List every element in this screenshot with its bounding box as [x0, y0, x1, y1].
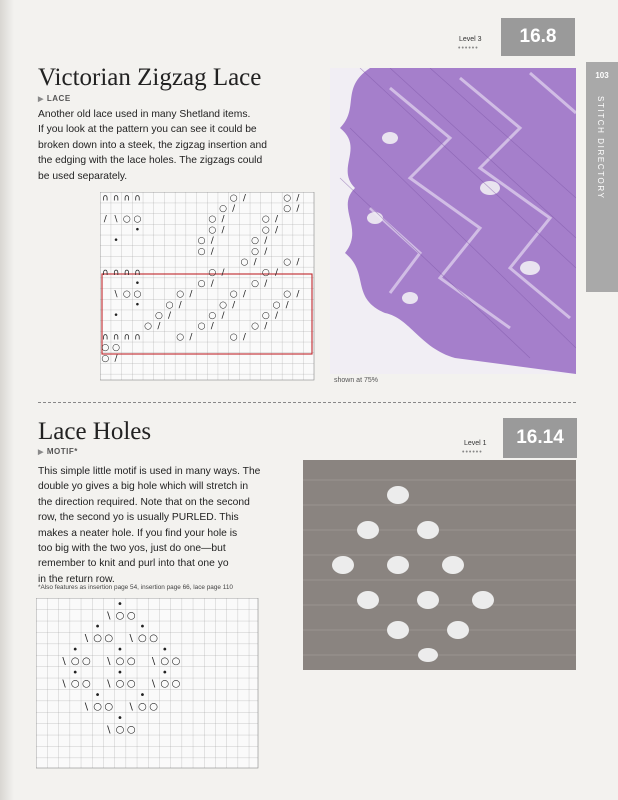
decrease-symbol: /: [232, 204, 236, 214]
description-line: This simple little motif is used in many ways. The: [38, 466, 261, 477]
purl-dot-symbol: •: [117, 598, 123, 610]
decrease-symbol: /: [242, 193, 246, 204]
description-line: too big with the two yos, just do one—but: [38, 543, 226, 555]
purl-dot-symbol: •: [139, 690, 146, 702]
description-line: be used separately.: [38, 170, 128, 182]
stitch-title: Victorian Zigzag Lace: [38, 64, 262, 91]
decrease-symbol: \: [107, 655, 111, 667]
decrease-symbol: /: [296, 204, 300, 214]
yarn-over-symbol: ○: [165, 300, 174, 311]
yarn-over-symbol: ○: [251, 246, 260, 257]
decrease-symbol: \: [129, 701, 133, 713]
yarn-over-symbol: ○: [176, 289, 185, 300]
decrease-symbol: /: [221, 225, 225, 236]
yarn-over-symbol: ○: [149, 701, 158, 713]
bind-symbol: ∩: [123, 268, 131, 279]
yarn-over-symbol: ○: [176, 332, 185, 343]
decrease-symbol: /: [242, 332, 246, 343]
description-line: in the return row.: [38, 573, 115, 585]
yarn-over-symbol: ○: [171, 655, 181, 667]
level-dots: ••••••: [458, 45, 479, 52]
purl-dot-symbol: •: [72, 667, 79, 679]
decrease-symbol: /: [274, 268, 279, 279]
decrease-symbol: \: [129, 633, 133, 645]
yarn-over-symbol: ○: [70, 655, 80, 667]
bind-symbol: ∩: [102, 193, 109, 204]
knitting-chart-lace-holes: [36, 598, 260, 770]
yarn-over-symbol: ○: [251, 278, 260, 289]
yarn-over-symbol: ○: [115, 655, 125, 667]
yarn-over-symbol: ○: [82, 655, 91, 667]
yarn-over-symbol: ○: [126, 610, 136, 622]
bind-symbol: ∩: [112, 193, 120, 204]
yarn-over-symbol: ○: [70, 678, 80, 690]
decrease-symbol: /: [296, 193, 300, 204]
decrease-symbol: /: [242, 289, 246, 300]
yarn-over-symbol: ○: [101, 343, 110, 354]
yarn-over-symbol: ○: [112, 343, 120, 354]
decrease-symbol: /: [103, 214, 107, 225]
triangle-icon: ▶: [38, 449, 44, 456]
stitch-description: [38, 107, 267, 184]
purl-dot-symbol: •: [134, 300, 141, 311]
yarn-over-symbol: ○: [104, 701, 114, 713]
decrease-symbol: \: [114, 289, 118, 300]
decrease-symbol: /: [157, 321, 161, 332]
purl-dot-symbol: •: [134, 278, 141, 289]
decrease-symbol: /: [221, 268, 225, 279]
yarn-over-symbol: ○: [104, 633, 114, 645]
yarn-over-symbol: ○: [144, 321, 153, 332]
yarn-over-symbol: ○: [240, 257, 249, 268]
yarn-over-symbol: ○: [115, 724, 125, 736]
swatch-photo-victorian: [330, 68, 576, 374]
yarn-over-symbol: ○: [133, 289, 142, 300]
bind-symbol: ∩: [134, 193, 141, 204]
yarn-over-symbol: ○: [208, 214, 217, 225]
knitting-chart-victorian: [100, 192, 318, 384]
purl-dot-symbol: •: [113, 311, 119, 321]
yarn-over-symbol: ○: [283, 204, 292, 214]
decrease-symbol: \: [107, 678, 111, 690]
decrease-symbol: /: [264, 278, 268, 289]
yarn-over-symbol: ○: [283, 289, 292, 300]
purl-dot-symbol: •: [117, 644, 123, 656]
decrease-symbol: /: [274, 311, 279, 321]
yarn-over-symbol: ○: [126, 655, 136, 667]
decrease-symbol: /: [264, 236, 268, 247]
page-number: 103: [595, 70, 609, 80]
swatch-photo-lace-holes: [303, 460, 576, 670]
decrease-symbol: \: [151, 678, 156, 690]
purl-dot-symbol: •: [94, 621, 101, 633]
yarn-over-symbol: ○: [126, 678, 136, 690]
bind-symbol: ∩: [112, 332, 120, 343]
footnote: *Also features as insertion page 54, insertion page 66, lace page 110: [38, 584, 233, 591]
yarn-over-symbol: ○: [149, 633, 158, 645]
bind-symbol: ∩: [134, 268, 141, 279]
decrease-symbol: \: [107, 724, 111, 736]
yarn-over-symbol: ○: [283, 257, 292, 268]
level-dots: ••••••: [462, 449, 483, 456]
decrease-symbol: /: [264, 246, 268, 257]
decrease-symbol: /: [221, 311, 225, 321]
description-line: makes a neater hole. If you find your hole is: [38, 527, 238, 539]
yarn-over-symbol: ○: [126, 724, 136, 736]
yarn-over-symbol: ○: [251, 321, 260, 332]
yarn-over-symbol: ○: [115, 610, 125, 622]
decrease-symbol: /: [210, 246, 214, 257]
decrease-symbol: \: [84, 633, 89, 645]
decrease-symbol: /: [285, 300, 289, 311]
yarn-over-symbol: ○: [133, 214, 142, 225]
yarn-over-symbol: ○: [160, 655, 170, 667]
description-line: double yo gives a big hole which will stretch in: [38, 481, 249, 493]
yarn-over-symbol: ○: [171, 678, 181, 690]
description-line: If you look at the pattern you can see it could be: [38, 124, 257, 136]
yarn-over-symbol: ○: [208, 225, 217, 236]
bind-symbol: ∩: [112, 268, 120, 279]
decrease-symbol: /: [114, 353, 118, 364]
description-line: Another old lace used in many Shetland items.: [38, 109, 251, 120]
yarn-over-symbol: ○: [138, 701, 147, 713]
yarn-over-symbol: ○: [219, 204, 227, 214]
decrease-symbol: /: [189, 289, 193, 300]
purl-dot-symbol: •: [94, 690, 101, 702]
decrease-symbol: /: [232, 300, 236, 311]
category-label: MOTIF*: [46, 447, 78, 456]
yarn-over-symbol: ○: [197, 321, 206, 332]
decrease-symbol: \: [84, 701, 89, 713]
yarn-over-symbol: ○: [208, 311, 217, 321]
stitch-title: Lace Holes: [38, 418, 152, 445]
yarn-over-symbol: ○: [101, 353, 110, 364]
bind-symbol: ∩: [102, 332, 109, 343]
stitch-number-badge: 16.8: [501, 18, 575, 56]
purl-dot-symbol: •: [134, 225, 141, 236]
yarn-over-symbol: ○: [197, 236, 206, 247]
yarn-over-symbol: ○: [261, 214, 270, 225]
yarn-over-symbol: ○: [122, 214, 131, 225]
decrease-symbol: /: [253, 257, 257, 268]
yarn-over-symbol: ○: [154, 311, 163, 321]
stitch-category: [38, 94, 71, 103]
decrease-symbol: /: [296, 289, 300, 300]
decrease-symbol: \: [107, 610, 111, 622]
decrease-symbol: /: [210, 236, 214, 247]
purl-dot-symbol: •: [117, 712, 123, 724]
yarn-over-symbol: ○: [208, 268, 217, 279]
decrease-symbol: /: [264, 321, 268, 332]
purl-dot-symbol: •: [113, 236, 119, 247]
description-line: the direction required. Note that on the second: [38, 496, 250, 508]
yarn-over-symbol: ○: [93, 633, 102, 645]
stitch-number-badge: 16.14: [503, 418, 577, 458]
decrease-symbol: /: [274, 225, 279, 236]
category-label: LACE: [46, 94, 71, 103]
page-gutter-shadow: [0, 0, 14, 800]
purl-dot-symbol: •: [72, 644, 79, 656]
yarn-over-symbol: ○: [93, 701, 102, 713]
yarn-over-symbol: ○: [197, 278, 206, 289]
decrease-symbol: /: [178, 300, 182, 311]
decrease-symbol: /: [189, 332, 193, 343]
yarn-over-symbol: ○: [82, 678, 91, 690]
description-line: broken down into a steek, the zigzag insertion and: [38, 139, 267, 151]
yarn-over-symbol: ○: [283, 193, 292, 204]
purl-dot-symbol: •: [117, 667, 123, 679]
yarn-over-symbol: ○: [261, 268, 270, 279]
yarn-over-symbol: ○: [229, 332, 238, 343]
purl-dot-symbol: •: [161, 644, 168, 656]
level-label: Level 1: [464, 440, 487, 447]
yarn-over-symbol: ○: [122, 289, 131, 300]
description-line: row, the second yo is usually PURLED. This: [38, 512, 239, 524]
purl-dot-symbol: •: [139, 621, 146, 633]
decrease-symbol: \: [62, 678, 66, 690]
section-divider: [38, 402, 576, 403]
yarn-over-symbol: ○: [261, 225, 270, 236]
yarn-over-symbol: ○: [197, 246, 206, 257]
decrease-symbol: /: [296, 257, 300, 268]
description-line: remember to knit and purl into that one yo: [38, 558, 229, 570]
yarn-over-symbol: ○: [115, 678, 125, 690]
decrease-symbol: \: [114, 214, 118, 225]
bind-symbol: ∩: [123, 332, 131, 343]
yarn-over-symbol: ○: [138, 633, 147, 645]
bind-symbol: ∩: [102, 268, 109, 279]
side-tab-label: STITCH DIRECTORY: [596, 96, 605, 200]
purl-dot-symbol: •: [161, 667, 168, 679]
yarn-over-symbol: ○: [229, 193, 238, 204]
description-line: the edging with the lace holes. The zigzags could: [38, 155, 263, 167]
decrease-symbol: /: [167, 311, 172, 321]
yarn-over-symbol: ○: [261, 311, 270, 321]
yarn-over-symbol: ○: [251, 236, 260, 247]
decrease-symbol: /: [210, 278, 214, 289]
decrease-symbol: /: [274, 214, 279, 225]
decrease-symbol: /: [210, 321, 214, 332]
bind-symbol: ∩: [123, 193, 131, 204]
triangle-icon: ▶: [38, 96, 44, 103]
yarn-over-symbol: ○: [160, 678, 170, 690]
yarn-over-symbol: ○: [229, 289, 238, 300]
yarn-over-symbol: ○: [272, 300, 281, 311]
decrease-symbol: \: [151, 655, 156, 667]
bind-symbol: ∩: [134, 332, 141, 343]
decrease-symbol: \: [62, 655, 66, 667]
stitch-description: [38, 464, 260, 587]
decrease-symbol: /: [221, 214, 225, 225]
yarn-over-symbol: ○: [219, 300, 227, 311]
level-label: Level 3: [459, 36, 482, 43]
photo-caption: shown at 75%: [334, 377, 378, 384]
stitch-category: [38, 447, 78, 456]
